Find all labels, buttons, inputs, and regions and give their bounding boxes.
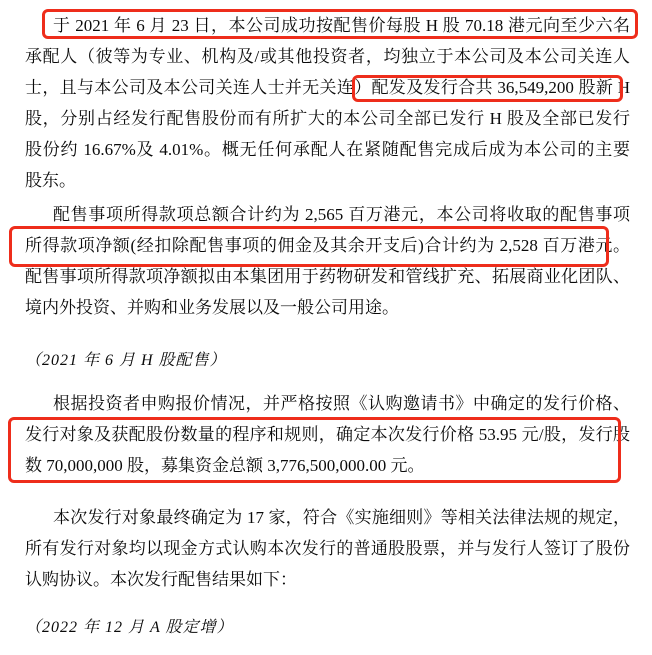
text-line: 股，分别占经发行配售股份而有所扩大的本公司全部已发行 H 股及全部已发行: [25, 109, 630, 128]
text-line: 发行对象及获配股份数量的程序和规则，确定本次发行价格 53.95 元/股，发行股: [25, 425, 630, 444]
text-line: 认购协议。本次发行配售结果如下：: [25, 570, 297, 589]
caption-text: （2022 年 12 月 A 股定增）: [25, 619, 234, 636]
text-line: 境内外投资、并购和业务发展以及一般公司用途。: [25, 298, 399, 317]
text-line: 本次发行对象最终确定为 17 家，符合《实施细则》等相关法律法规的规定，: [53, 508, 630, 527]
source-caption-2022-a-placement: [25, 612, 630, 643]
text-line: 根据投资者申购报价情况，并严格按照《认购邀请书》中确定的发行价格、: [53, 394, 630, 413]
text-line: 所得款项净额(经扣除配售事项的佣金及其余开支后)合计约为 2,528 百万港元。: [25, 236, 630, 255]
text-line: 士，且与本公司及本公司关连人士并无关连）配发及发行合共 36,549,200 股新 H: [25, 78, 630, 97]
source-caption-2021-h-placing: [25, 345, 630, 376]
text-line: 配售事项所得款项总额合计约为 2,565 百万港元，本公司将收取的配售事项: [53, 205, 630, 224]
paragraph-subscribers: [25, 502, 630, 595]
text-line: 所有发行对象均以现金方式认购本次发行的普通股股票，并与发行人签订了股份: [25, 539, 630, 558]
caption-text: （2021 年 6 月 H 股配售）: [25, 352, 227, 369]
paragraph-proceeds: [25, 199, 630, 323]
paragraph-a-share-issue: [25, 388, 630, 481]
text-line: 股份约 16.67%及 4.01%。概无任何承配人在紧随配售完成后成为本公司的主要: [25, 140, 630, 159]
text-line: 承配人（彼等为专业、机构及/或其他投资者，均独立于本公司及本公司关连人: [25, 47, 630, 66]
text-line: 配售事项所得款项净额拟由本集团用于药物研发和管线扩充、拓展商业化团队、: [25, 267, 630, 286]
text-line: 股东。: [25, 171, 76, 190]
paragraph-h-placing: [25, 10, 630, 196]
text-line: 数 70,000,000 股，募集资金总额 3,776,500,000.00 元。: [25, 456, 425, 475]
text-line: 于 2021 年 6 月 23 日，本公司成功按配售价每股 H 股 70.18 港元向至少六名: [53, 16, 630, 35]
